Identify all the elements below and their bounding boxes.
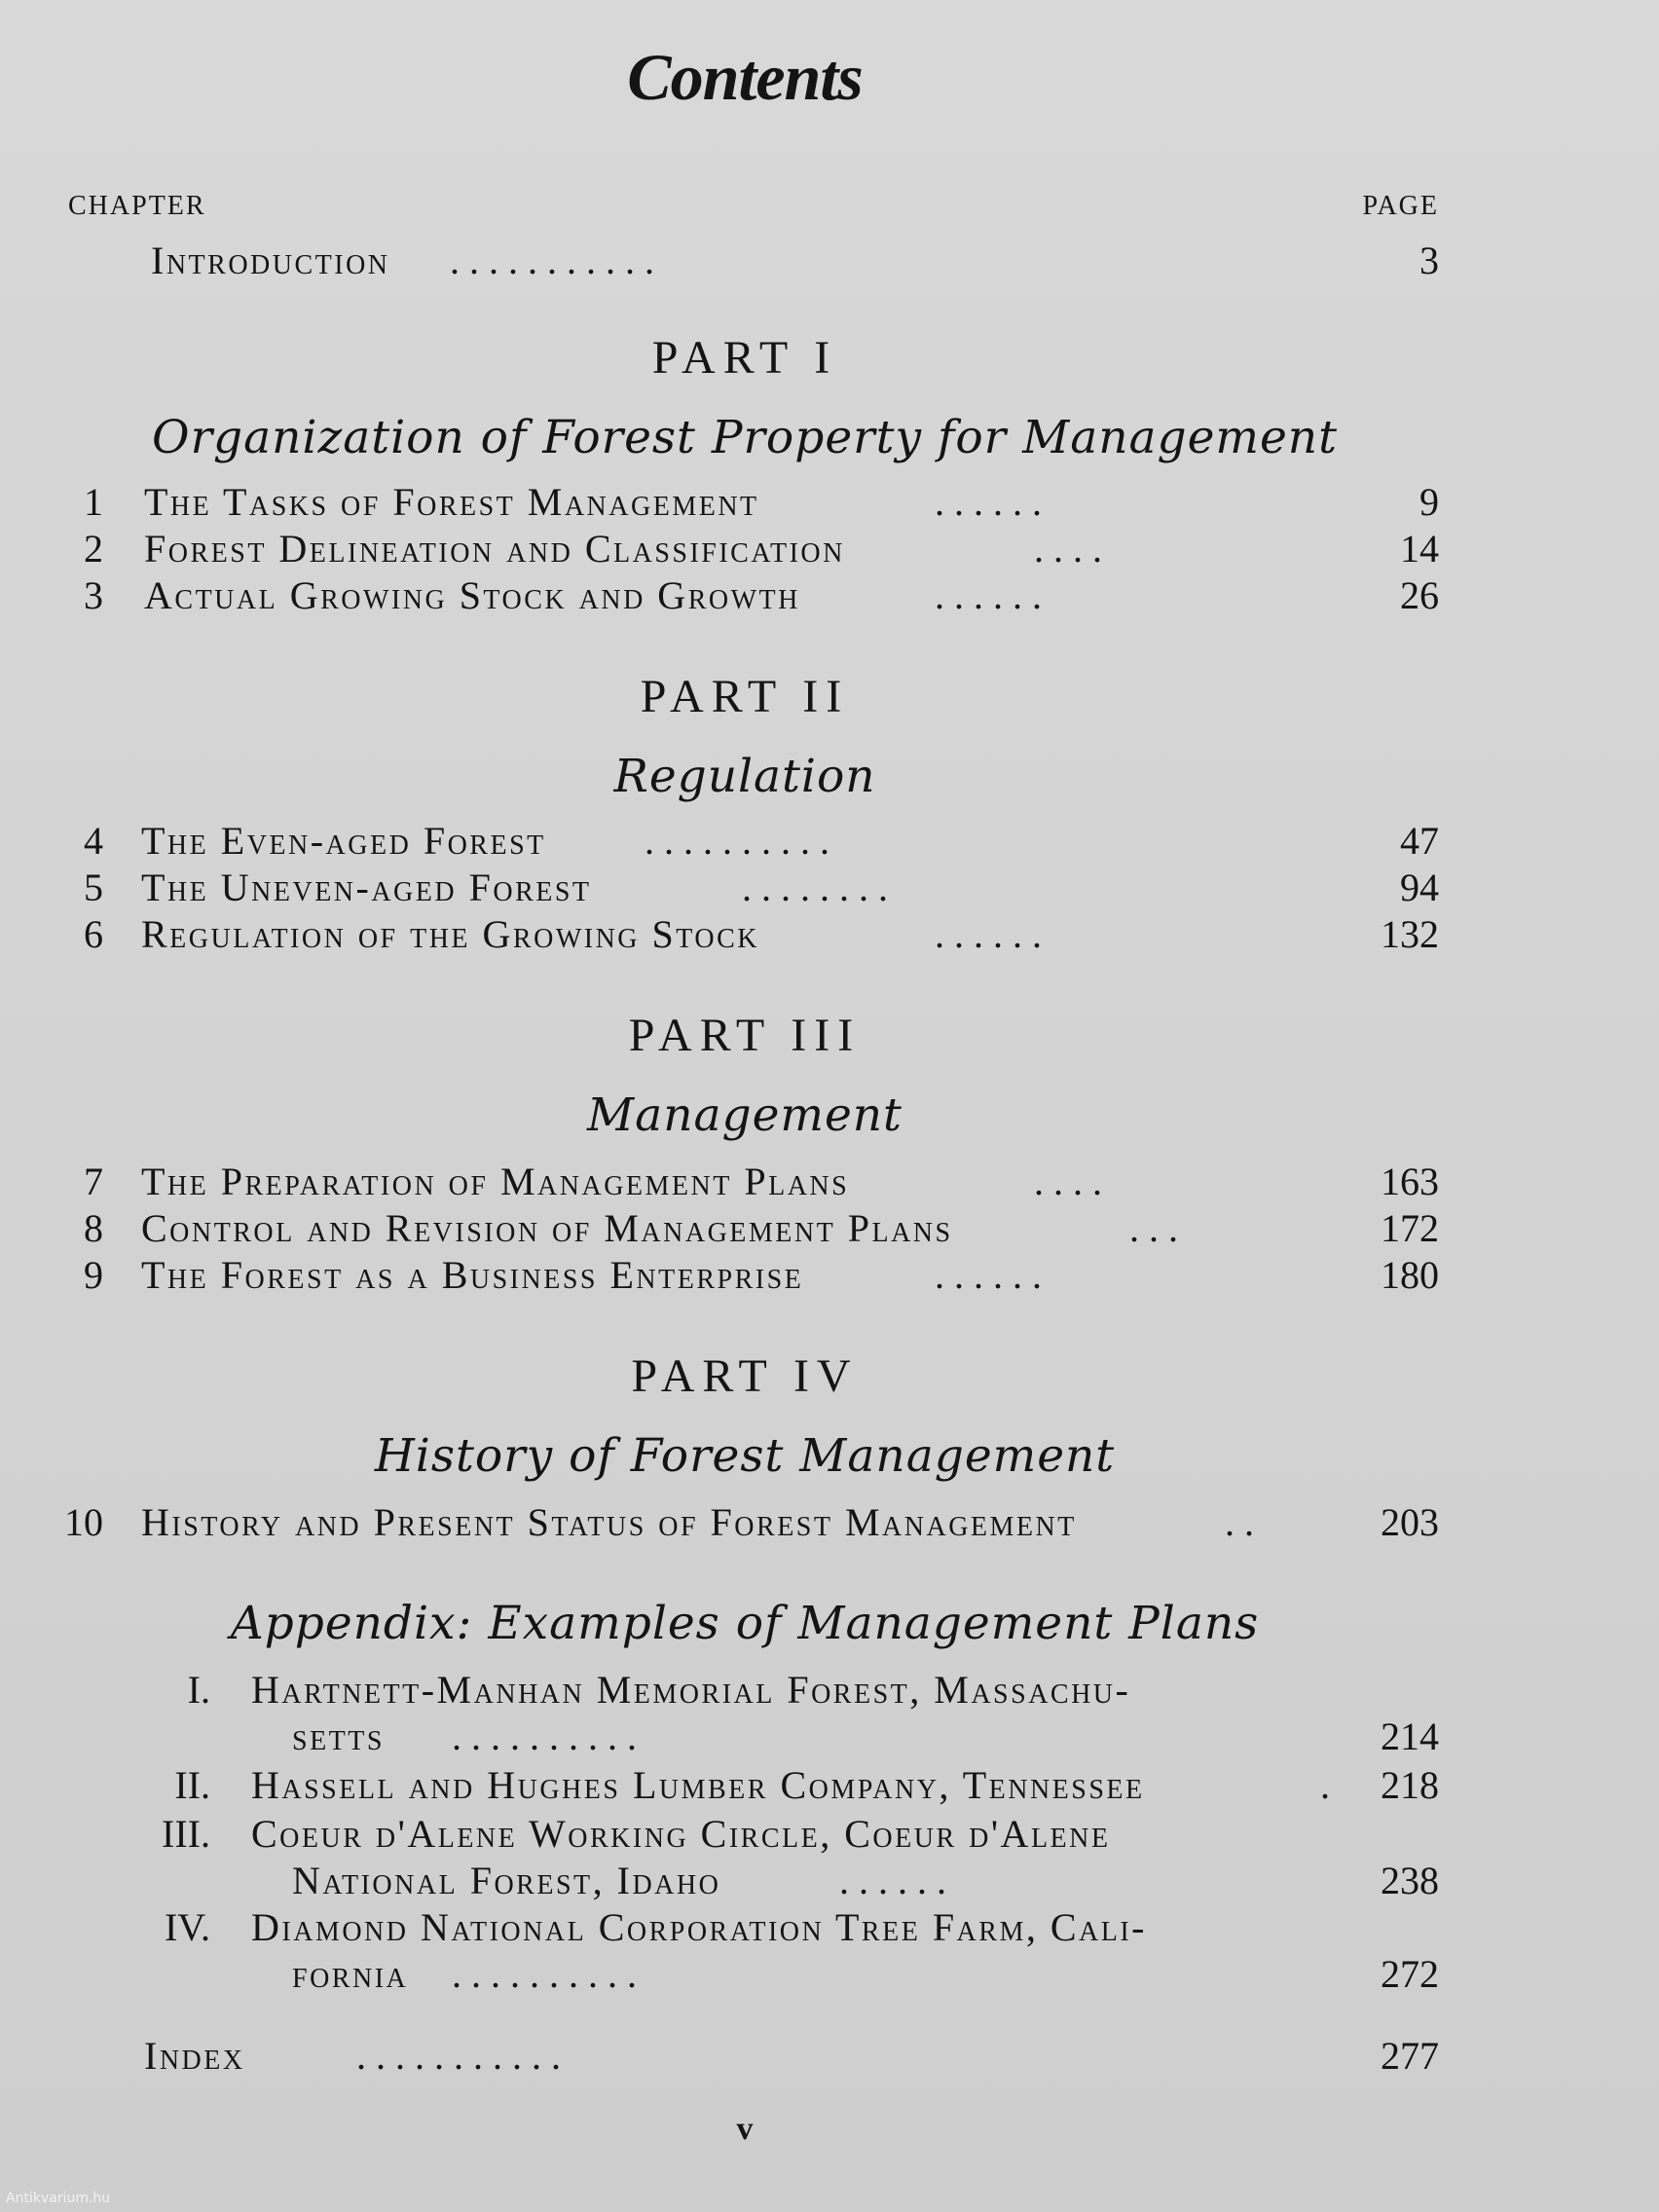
toc-entry-label: The Uneven-aged Forest <box>141 866 592 909</box>
toc-entry-page: 26 <box>1400 573 1439 617</box>
toc-entry-page: 47 <box>1400 819 1439 863</box>
part-subtitle: History of Forest Management <box>374 1429 1116 1483</box>
leader-dots: . . . . . . . . <box>742 866 888 909</box>
leader-dots: . . . . . . <box>839 1859 946 1902</box>
toc-entry-page: 3 <box>1419 239 1439 282</box>
toc-entry-label: The Preparation of Management Plans <box>141 1160 850 1203</box>
toc-entry-label: Hartnett-Manhan Memorial Forest, Massachu- <box>251 1668 1131 1712</box>
toc-entry-label: Actual Growing Stock and Growth <box>144 573 800 617</box>
toc-entry-label: Forest Delineation and Classification <box>144 527 845 571</box>
toc-entry-page: 172 <box>1381 1206 1439 1250</box>
leader-dots: . . . . . . . . . . <box>452 1714 637 1758</box>
appendix-number: III. <box>162 1812 210 1856</box>
toc-entry-page: 214 <box>1381 1714 1439 1758</box>
leader-dots: . . . . . . <box>935 573 1042 617</box>
part-heading: PART II <box>640 671 850 722</box>
toc-entry-page: 9 <box>1419 480 1439 524</box>
toc-entry-label-continued: National Forest, Idaho <box>292 1859 721 1902</box>
appendix-entry-2[interactable] <box>0 1762 1659 1811</box>
toc-entry-label: The Tasks of Forest Management <box>144 480 759 524</box>
toc-entry-label: The Even-aged Forest <box>141 819 546 863</box>
appendix-number: I. <box>187 1668 210 1712</box>
toc-entry-label: Introduction <box>151 239 390 282</box>
toc-entry-chapter-5[interactable] <box>0 865 1659 913</box>
part-subtitle: Management <box>587 1088 903 1142</box>
toc-entry-page: 238 <box>1381 1859 1439 1902</box>
toc-entry-chapter-8[interactable] <box>0 1205 1659 1254</box>
appendix-heading: Appendix: Examples of Management Plans <box>230 1597 1260 1650</box>
chapter-number: 7 <box>84 1160 103 1203</box>
chapter-number: 4 <box>84 819 103 863</box>
toc-entry-index[interactable] <box>0 2033 1659 2082</box>
toc-entry-chapter-1[interactable] <box>0 479 1659 528</box>
leader-dots: . . . . . . . . . . . <box>450 239 654 282</box>
chapter-number: 6 <box>84 912 103 956</box>
appendix-entry-1[interactable] <box>0 1667 1659 1715</box>
chapter-column-heading: CHAPTER <box>68 191 206 221</box>
appendix-number: IV. <box>164 1905 210 1949</box>
chapter-number: 8 <box>84 1206 103 1250</box>
part-subtitle: Organization of Forest Property for Management <box>152 411 1338 464</box>
chapter-number: 1 <box>84 480 103 524</box>
toc-entry-chapter-7[interactable] <box>0 1159 1659 1207</box>
leader-dots: . . . . . . . . . . <box>645 819 830 863</box>
toc-entry-introduction[interactable] <box>0 238 1659 286</box>
toc-entry-label-continued: setts <box>292 1714 385 1758</box>
leader-dots: . <box>1320 1763 1330 1807</box>
toc-entry-label-continued: fornia <box>292 1952 409 1996</box>
toc-entry-page: 132 <box>1381 912 1439 956</box>
toc-entry-chapter-6[interactable] <box>0 911 1659 960</box>
leader-dots: . . <box>1225 1500 1254 1544</box>
toc-entry-label: Control and Revision of Management Plans <box>141 1206 953 1250</box>
leader-dots: . . . . . . . . . . . <box>356 2034 561 2078</box>
part-heading: PART I <box>651 332 838 384</box>
leader-dots: . . . . <box>1034 1160 1102 1203</box>
watermark: Antikvarium.hu <box>6 2191 111 2206</box>
chapter-number: 5 <box>84 866 103 909</box>
part-heading: PART IV <box>631 1350 859 1402</box>
toc-entry-label: Regulation of the Growing Stock <box>141 912 759 956</box>
toc-entry-chapter-3[interactable] <box>0 572 1659 621</box>
toc-entry-label: Diamond National Corporation Tree Farm, Cali- <box>251 1905 1147 1949</box>
toc-entry-page: 203 <box>1381 1500 1439 1544</box>
appendix-number: II. <box>174 1763 210 1807</box>
appendix-entry-4[interactable] <box>0 1904 1659 1953</box>
toc-entry-page: 94 <box>1400 866 1439 909</box>
appendix-entry-3[interactable] <box>0 1811 1659 1860</box>
toc-entry-page: 14 <box>1400 527 1439 571</box>
appendix-entry-1-continued[interactable] <box>0 1714 1659 1762</box>
appendix-entry-4-continued[interactable] <box>0 1951 1659 2000</box>
toc-entry-label: Hassell and Hughes Lumber Company, Tennessee <box>251 1763 1145 1807</box>
toc-entry-chapter-10[interactable] <box>0 1499 1659 1548</box>
toc-entry-label: Coeur d'Alene Working Circle, Coeur d'Alene <box>251 1812 1111 1856</box>
appendix-entry-3-continued[interactable] <box>0 1858 1659 1906</box>
toc-entry-page: 180 <box>1381 1253 1439 1297</box>
leader-dots: . . . . . . . . . . <box>452 1952 637 1996</box>
part-subtitle: Regulation <box>613 750 876 803</box>
toc-entry-chapter-4[interactable] <box>0 818 1659 866</box>
leader-dots: . . . <box>1129 1206 1178 1250</box>
toc-entry-label: History and Present Status of Forest Management <box>141 1500 1077 1544</box>
page-column-heading: PAGE <box>1362 191 1439 221</box>
leader-dots: . . . . . . <box>935 480 1042 524</box>
toc-entry-page: 163 <box>1381 1160 1439 1203</box>
chapter-number: 2 <box>84 527 103 571</box>
leader-dots: . . . . <box>1034 527 1102 571</box>
toc-entry-page: 277 <box>1381 2034 1439 2078</box>
leader-dots: . . . . . . <box>935 912 1042 956</box>
toc-entry-page: 272 <box>1381 1952 1439 1996</box>
chapter-number: 10 <box>64 1500 103 1544</box>
toc-entry-chapter-9[interactable] <box>0 1252 1659 1301</box>
leader-dots: . . . . . . <box>935 1253 1042 1297</box>
toc-entry-label: The Forest as a Business Enterprise <box>141 1253 804 1297</box>
toc-entry-page: 218 <box>1381 1763 1439 1807</box>
chapter-number: 9 <box>84 1253 103 1297</box>
page-title: Contents <box>627 40 863 114</box>
toc-entry-label: Index <box>144 2034 245 2078</box>
chapter-number: 3 <box>84 573 103 617</box>
toc-entry-chapter-2[interactable] <box>0 526 1659 574</box>
part-heading: PART III <box>628 1010 862 1061</box>
page-folio: v <box>736 2111 754 2147</box>
